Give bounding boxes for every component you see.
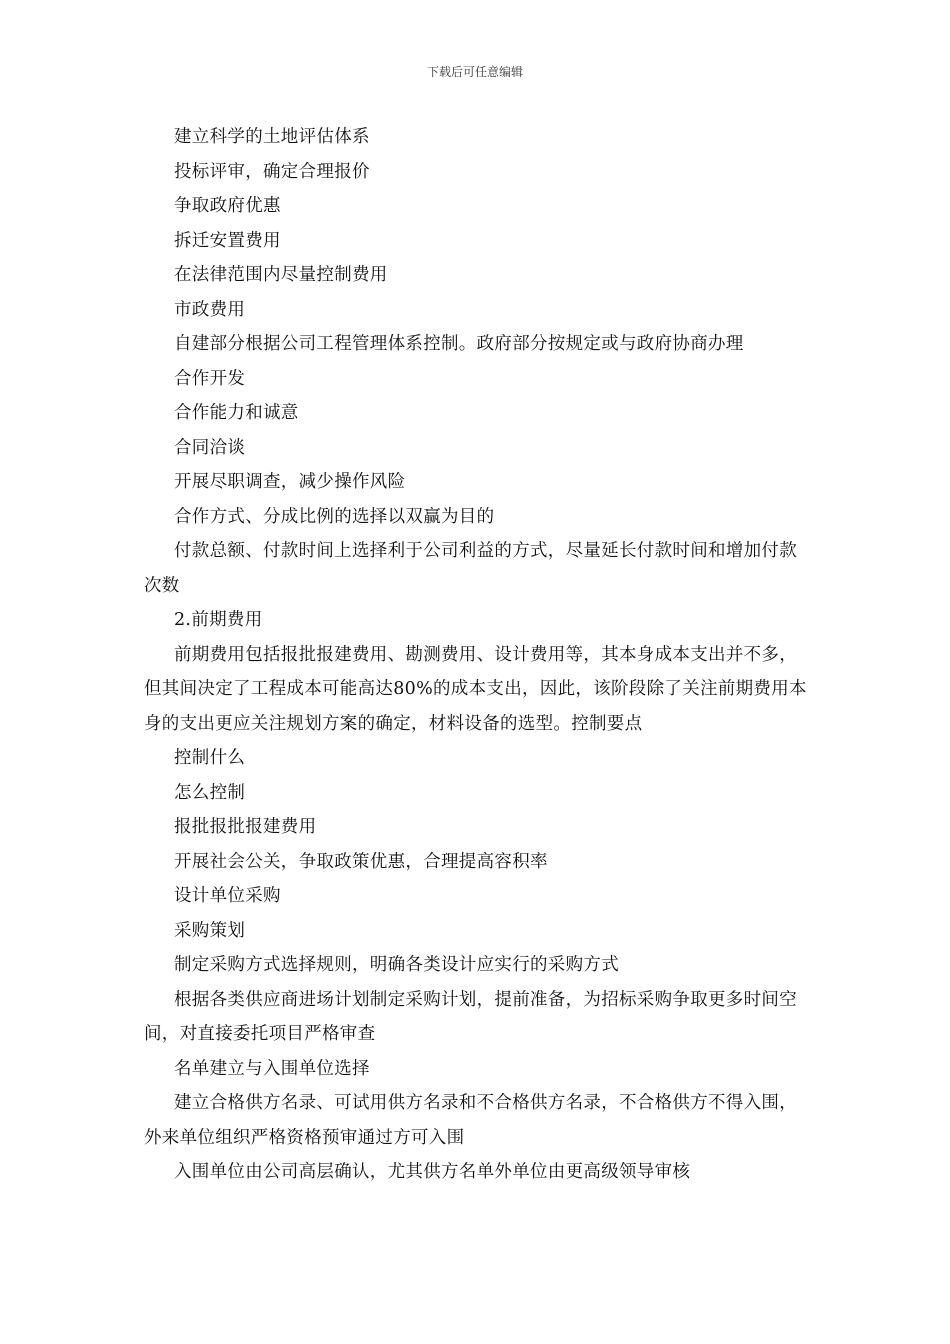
section-heading-preliminary-cost: 2.前期费用 <box>174 610 263 630</box>
paragraph-government-preference: 争取政府优惠 <box>174 196 281 216</box>
paragraph-contract-negotiation: 合同洽谈 <box>174 437 246 458</box>
paragraph-public-relations: 开展社会公关，争取政策优惠，合理提高容积率 <box>174 851 548 872</box>
paragraph-win-win: 合作方式、分成比例的选择以双赢为目的 <box>174 506 495 527</box>
paragraph-procurement-plan: 根据各类供应商进场计划制定采购计划，提前准备，为招标采购争取更多时间空间，对直接委托项目严格审查 <box>144 989 797 1044</box>
paragraph-self-built-control: 自建部分根据公司工程管理体系控制。政府部分按规定或与政府协商办理 <box>174 334 744 354</box>
paragraph-supplier-directory: 建立合格供方名录、可试用供方名录和不合格供方名录，不合格供方不得入围，外来单位组织严格资格预审通过方可入围 <box>144 1093 797 1148</box>
paragraph-cooperation-ability: 合作能力和诚意 <box>174 403 299 423</box>
page-header: 下载后可任意编辑 <box>426 65 523 79</box>
paragraph-relocation-cost: 拆迁安置费用 <box>174 230 281 251</box>
paragraph-land-evaluation: 建立科学的土地评估体系 <box>174 127 370 147</box>
paragraph-cooperative-development: 合作开发 <box>174 368 246 389</box>
paragraph-shortlist: 名单建立与入围单位选择 <box>174 1058 370 1079</box>
document-body <box>144 120 808 1190</box>
paragraph-procurement-planning: 采购策划 <box>174 920 246 941</box>
paragraph-what-to-control: 控制什么 <box>174 748 246 768</box>
paragraph-procurement-rules: 制定采购方式选择规则，明确各类设计应实行的采购方式 <box>174 955 619 975</box>
paragraph-preliminary-cost-description: 前期费用包括报批报建费用、勘测费用、设计费用等，其本身成本支出并不多，但其间决定了工程成本可能高达80%的成本支出，因此，该阶段除了关注前期费用本身的支出更应关注规划方案的确定，材料设备的选型。控制要点 <box>144 644 807 734</box>
paragraph-legal-cost-control: 在法律范围内尽量控制费用 <box>174 265 388 285</box>
paragraph-due-diligence: 开展尽职调查，减少操作风险 <box>174 472 406 492</box>
paragraph-management-confirmation: 入围单位由公司高层确认，尤其供方名单外单位由更高级领导审核 <box>174 1162 691 1182</box>
paragraph-bid-review: 投标评审，确定合理报价 <box>174 161 370 182</box>
paragraph-approval-fees: 报批报批报建费用 <box>174 817 317 837</box>
paragraph-design-procurement: 设计单位采购 <box>174 886 281 906</box>
paragraph-payment-terms: 付款总额、付款时间上选择利于公司利益的方式，尽量延长付款时间和增加付款次数 <box>144 541 797 596</box>
paragraph-how-to-control: 怎么控制 <box>174 782 246 803</box>
paragraph-municipal-cost: 市政费用 <box>174 299 246 320</box>
